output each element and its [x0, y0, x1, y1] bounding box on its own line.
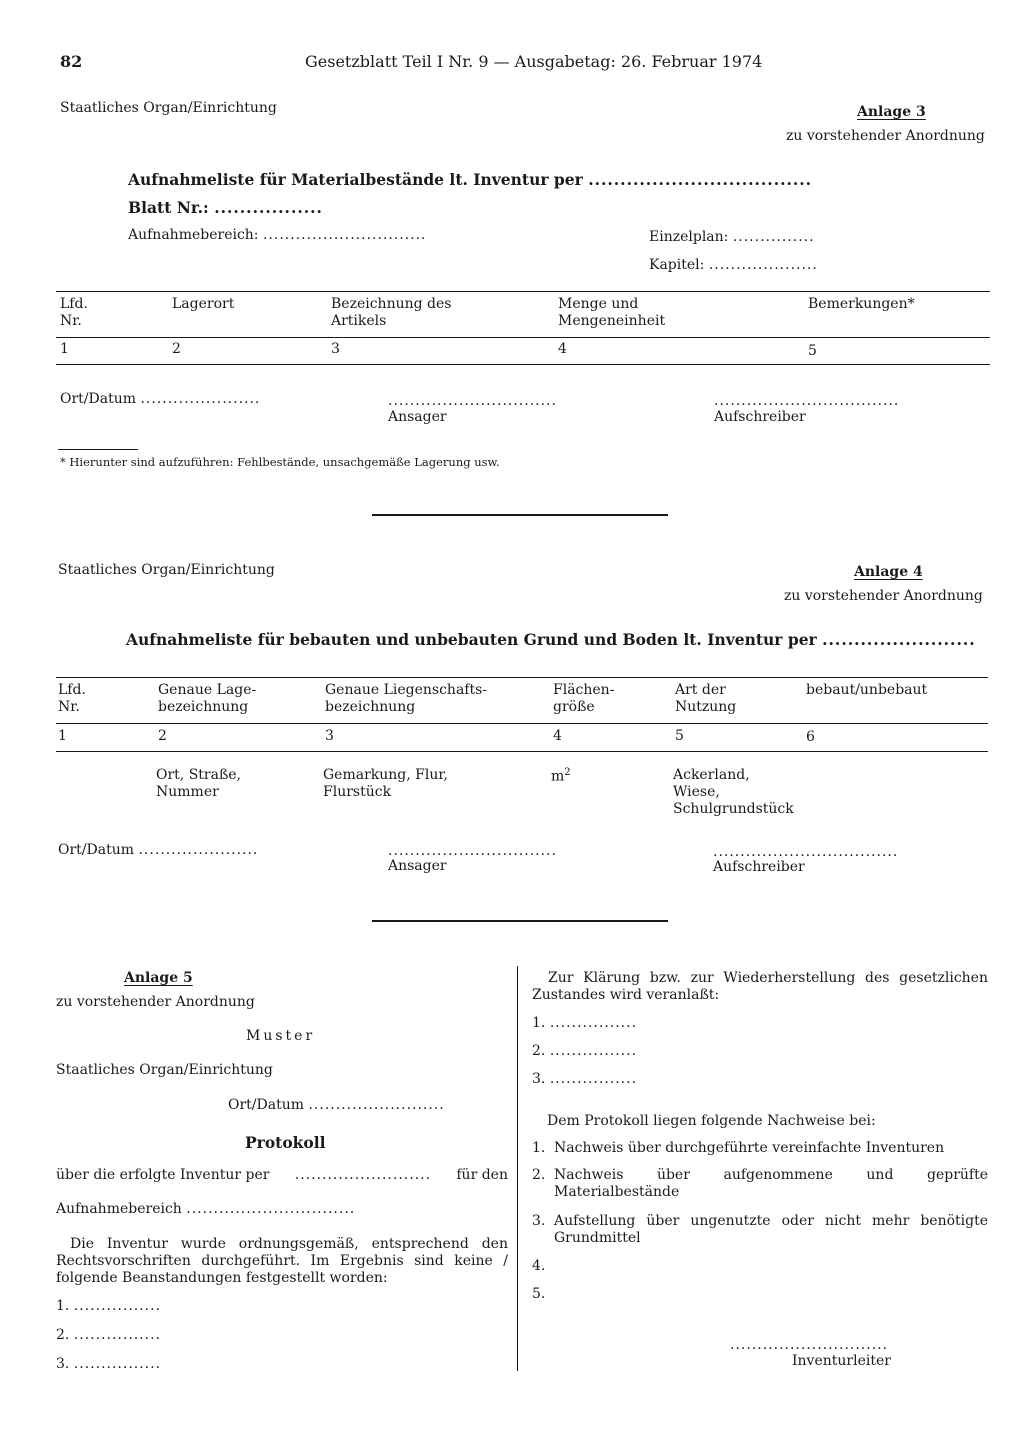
column-header-bebaut: bebaut/unbebaut — [806, 682, 928, 698]
column-number: 5 — [808, 343, 817, 359]
bereich-line — [128, 227, 427, 243]
table-number-rule — [56, 751, 988, 752]
column-header-bemerkungen: Bemerkungen* — [808, 296, 915, 312]
list-number: 2. — [56, 1327, 70, 1343]
nachweis-number: 4. — [532, 1258, 546, 1274]
nachweis-number: 3. — [532, 1213, 546, 1229]
anlage-label: Anlage 5 — [124, 970, 193, 986]
column-header-lagerort: Lagerort — [172, 296, 235, 312]
column-number: 3 — [331, 341, 340, 357]
column-number: 6 — [806, 729, 815, 745]
section-separator — [372, 514, 668, 516]
list-item — [532, 1071, 637, 1087]
anlage-label: Anlage 3 — [857, 104, 926, 120]
column-number: 2 — [172, 341, 181, 357]
blatt-label: Blatt Nr.: — [128, 198, 209, 217]
form-title-text: Aufnahmeliste für bebauten und unbebauten Grund und Boden lt. Inventur per — [126, 630, 817, 649]
ort-datum-dots: ......................... — [308, 1097, 445, 1113]
footnote: * Hierunter sind aufzuführen: Fehlbestände, unsachgemäße Lagerung usw. — [60, 455, 500, 469]
inventur-dots: ......................... — [294, 1167, 432, 1183]
org-label: Staatliches Organ/Einrichtung — [58, 562, 275, 578]
anlage-subtitle: zu vorstehender Anordnung — [784, 588, 983, 604]
nachweis-text: Nachweis über aufgenommene und geprüfte Materialbestände — [554, 1167, 988, 1200]
leiter-dots: ............................. — [730, 1337, 889, 1353]
kapitel-label: Kapitel: — [649, 257, 705, 273]
list-number: 1. — [56, 1298, 70, 1314]
list-dots: ................ — [549, 1043, 638, 1059]
klaerung-intro: Zur Klärung bzw. zur Wiederherstellung des gesetzlichen Zustandes wird veranlaßt: — [532, 970, 988, 1003]
inventur-text: über die erfolgte Inventur per — [56, 1167, 270, 1183]
list-item — [56, 1298, 161, 1314]
einzelplan-line — [649, 229, 815, 245]
list-number: 3. — [532, 1071, 546, 1087]
column-header-flaeche: Flächen- größe — [553, 682, 615, 715]
protokoll-title: Protokoll — [245, 1133, 326, 1152]
column-number: 5 — [675, 728, 684, 744]
bereich-dots: ............................... — [186, 1201, 356, 1217]
column-number: 1 — [58, 728, 67, 744]
table-top-rule — [56, 291, 990, 292]
list-dots: ................ — [73, 1298, 162, 1314]
nachweise-intro: Dem Protokoll liegen folgende Nachweise bei: — [547, 1113, 876, 1129]
column-header-nutzung: Art der Nutzung — [675, 682, 737, 715]
example-nutzung: Ackerland, Wiese, Schulgrundstück — [673, 767, 794, 817]
table-header-rule — [56, 337, 990, 338]
list-number: 3. — [56, 1356, 70, 1372]
inventur-fuer-den: für den — [456, 1167, 508, 1183]
column-number: 4 — [553, 728, 562, 744]
table-number-rule — [56, 364, 990, 365]
table-top-rule — [56, 677, 988, 678]
ansager-dots: ............................... — [388, 843, 557, 859]
column-number: 1 — [60, 341, 69, 357]
column-number: 3 — [325, 728, 334, 744]
example-flaeche — [551, 767, 571, 785]
column-header-lfd: Lfd. Nr. — [58, 682, 86, 715]
list-number: 2. — [532, 1043, 546, 1059]
ansager-dots: ............................... — [388, 393, 557, 409]
einzelplan-label: Einzelplan: — [649, 229, 729, 245]
ort-datum-label: Ort/Datum — [58, 842, 135, 858]
list-item — [56, 1327, 161, 1343]
example-flaeche-exponent: 2 — [564, 767, 571, 778]
blatt-line — [128, 198, 323, 217]
list-dots: ................ — [549, 1071, 638, 1087]
nachweis-number: 1. — [532, 1140, 546, 1156]
column-header-lage: Genaue Lage- bezeichnung — [158, 682, 257, 715]
column-number: 4 — [558, 341, 567, 357]
result-paragraph: Die Inventur wurde ordnungsgemäß, entsprechend den Rechtsvorschriften durchgeführt. Im Ergebnis sind keine / folgende Beanstandungen festgestellt worden: — [56, 1236, 508, 1286]
list-dots: ................ — [73, 1356, 162, 1372]
ansager-label: Ansager — [388, 858, 447, 874]
aufschreiber-dots: .................................. — [714, 393, 900, 409]
column-header-menge: Menge und Mengeneinheit — [558, 296, 666, 329]
nachweis-text: Aufstellung über ungenutzte oder nicht mehr benötigte Grundmittel — [554, 1213, 988, 1246]
example-liegenschaft: Gemarkung, Flur, Flurstück — [323, 767, 448, 800]
list-dots: ................ — [73, 1327, 162, 1343]
anlage-subtitle: zu vorstehender Anordnung — [786, 128, 985, 144]
form-title — [126, 630, 976, 649]
einzelplan-dots: ............... — [732, 229, 815, 245]
aufschreiber-label: Aufschreiber — [714, 409, 806, 425]
form-title — [128, 170, 812, 189]
anlage-subtitle: zu vorstehender Anordnung — [56, 994, 255, 1010]
nachweis-text: Nachweis über durchgeführte vereinfachte Inventuren — [554, 1140, 945, 1156]
inventur-line — [56, 1167, 508, 1183]
page-header-title: Gesetzblatt Teil I Nr. 9 — Ausgabetag: 26. Februar 1974 — [305, 52, 763, 71]
ansager-label: Ansager — [388, 409, 447, 425]
org-label: Staatliches Organ/Einrichtung — [56, 1062, 273, 1078]
blatt-dots: ................. — [214, 198, 323, 217]
leiter-label: Inventurleiter — [792, 1353, 891, 1369]
ort-datum-line — [60, 391, 260, 407]
list-item — [56, 1356, 161, 1372]
bereich-dots: .............................. — [262, 227, 427, 243]
list-dots: ................ — [549, 1015, 638, 1031]
table-header-rule — [56, 723, 988, 724]
form-title-dots: ........................ — [822, 630, 976, 649]
anlage-label: Anlage 4 — [854, 564, 923, 580]
form-title-text: Aufnahmeliste für Materialbestände lt. Inventur per — [128, 170, 583, 189]
example-lage: Ort, Straße, Nummer — [156, 767, 242, 800]
aufschreiber-label: Aufschreiber — [713, 859, 805, 875]
column-header-lfd: Lfd. Nr. — [60, 296, 88, 329]
nachweis-number: 5. — [532, 1286, 546, 1302]
aufschreiber-dots: .................................. — [713, 844, 899, 860]
ort-datum-dots: ...................... — [138, 842, 259, 858]
column-header-liegenschaft: Genaue Liegenschafts- bezeichnung — [325, 682, 488, 715]
list-item — [532, 1043, 637, 1059]
ort-datum-line — [58, 842, 258, 858]
page-number: 82 — [60, 52, 83, 71]
muster-label: Muster — [246, 1028, 316, 1044]
example-flaeche-unit: m — [551, 768, 565, 785]
column-divider — [517, 966, 518, 1371]
ort-datum-line — [228, 1097, 445, 1113]
section-separator — [372, 920, 668, 922]
bereich-line — [56, 1201, 355, 1217]
ort-datum-dots: ...................... — [140, 391, 261, 407]
org-label: Staatliches Organ/Einrichtung — [60, 100, 277, 116]
kapitel-dots: .................... — [708, 257, 818, 273]
list-item — [532, 1015, 637, 1031]
list-number: 1. — [532, 1015, 546, 1031]
kapitel-line — [649, 257, 818, 273]
bereich-label: Aufnahmebereich: — [128, 227, 259, 243]
nachweis-number: 2. — [532, 1167, 546, 1183]
column-header-bezeichnung: Bezeichnung des Artikels — [331, 296, 452, 329]
ort-datum-label: Ort/Datum — [228, 1097, 305, 1113]
form-title-dots: ................................... — [588, 170, 813, 189]
column-number: 2 — [158, 728, 167, 744]
bereich-label: Aufnahmebereich — [56, 1201, 182, 1217]
ort-datum-label: Ort/Datum — [60, 391, 137, 407]
footnote-rule — [58, 449, 138, 450]
